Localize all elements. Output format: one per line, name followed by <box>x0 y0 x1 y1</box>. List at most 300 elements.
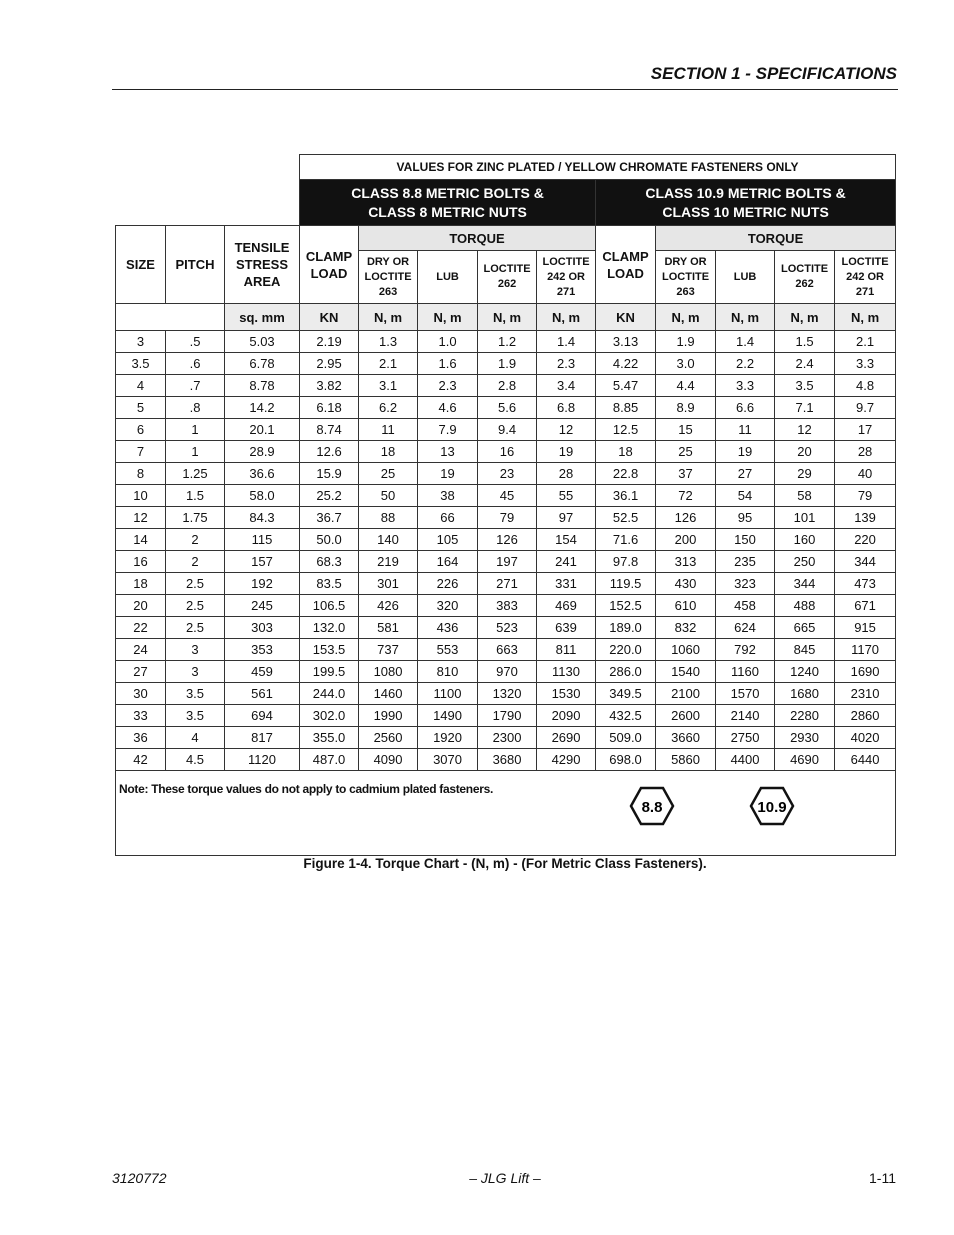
table-row <box>116 749 896 771</box>
table-cell: 25.2 <box>300 485 359 507</box>
table-cell: 1.5 <box>166 485 225 507</box>
table-cell: 301 <box>359 573 418 595</box>
class-109-hex-icon <box>749 786 795 826</box>
table-cell: .5 <box>166 331 225 353</box>
table-cell: 235 <box>716 551 775 573</box>
table-cell: 286.0 <box>596 661 656 683</box>
table-row <box>116 595 896 617</box>
table-cell: 20 <box>775 441 835 463</box>
table-cell: 12.5 <box>596 419 656 441</box>
table-cell: .7 <box>166 375 225 397</box>
table-row <box>116 485 896 507</box>
table-cell: 473 <box>835 573 896 595</box>
table-cell: 72 <box>656 485 716 507</box>
section-title: SECTION 1 - SPECIFICATIONS <box>650 64 897 83</box>
table-cell: 353 <box>225 639 300 661</box>
table-cell: 27 <box>116 661 166 683</box>
table-cell: 458 <box>716 595 775 617</box>
table-cell: 219 <box>359 551 418 573</box>
table-row <box>116 463 896 485</box>
unit-cell: N, m <box>775 304 835 331</box>
table-cell: 160 <box>775 529 835 551</box>
table-cell: 126 <box>478 529 537 551</box>
table-cell: 2.2 <box>716 353 775 375</box>
table-cell: 1130 <box>537 661 596 683</box>
table-cell: 832 <box>656 617 716 639</box>
table-cell: 639 <box>537 617 596 639</box>
table-cell: 199.5 <box>300 661 359 683</box>
torque-table-body <box>116 331 896 771</box>
table-cell: 1120 <box>225 749 300 771</box>
col-dry-109: DRY OR LOCTITE 263 <box>656 251 716 304</box>
table-cell: 3.3 <box>716 375 775 397</box>
table-cell: 52.5 <box>596 507 656 529</box>
note-area <box>116 771 896 856</box>
table-cell: 18 <box>359 441 418 463</box>
table-cell: 42 <box>116 749 166 771</box>
table-cell: 157 <box>225 551 300 573</box>
table-cell: 488 <box>775 595 835 617</box>
table-cell: 4.6 <box>418 397 478 419</box>
table-cell: 200 <box>656 529 716 551</box>
table-cell: 355.0 <box>300 727 359 749</box>
table-top-header: VALUES FOR ZINC PLATED / YELLOW CHROMATE FASTENERS ONLY <box>300 155 896 180</box>
table-cell: 19 <box>716 441 775 463</box>
table-cell: 553 <box>418 639 478 661</box>
table-cell: 2.5 <box>166 573 225 595</box>
table-cell: 6.78 <box>225 353 300 375</box>
table-cell: 3.13 <box>596 331 656 353</box>
table-cell: 36.6 <box>225 463 300 485</box>
table-cell: 58.0 <box>225 485 300 507</box>
table-cell: 426 <box>359 595 418 617</box>
table-cell: 509.0 <box>596 727 656 749</box>
table-cell: 4.22 <box>596 353 656 375</box>
table-cell: 220 <box>835 529 896 551</box>
table-cell: 54 <box>716 485 775 507</box>
table-cell: 810 <box>418 661 478 683</box>
table-cell: 4 <box>166 727 225 749</box>
table-cell: 469 <box>537 595 596 617</box>
table-cell: 383 <box>478 595 537 617</box>
table-cell: 12 <box>775 419 835 441</box>
table-cell: 6.18 <box>300 397 359 419</box>
footer-doc-number: 3120772 <box>112 1170 167 1186</box>
table-cell: 1170 <box>835 639 896 661</box>
col-clamp-load-88: CLAMP LOAD <box>300 226 359 304</box>
table-cell: 811 <box>537 639 596 661</box>
table-row <box>116 617 896 639</box>
table-cell: 1990 <box>359 705 418 727</box>
table-cell: 5 <box>116 397 166 419</box>
table-cell: 344 <box>835 551 896 573</box>
col-lub-88: LUB <box>418 251 478 304</box>
table-cell: 3.0 <box>656 353 716 375</box>
table-cell: 1100 <box>418 683 478 705</box>
table-cell: 698.0 <box>596 749 656 771</box>
table-cell: 164 <box>418 551 478 573</box>
table-cell: 11 <box>359 419 418 441</box>
table-cell: 523 <box>478 617 537 639</box>
table-cell: 3 <box>166 661 225 683</box>
footer-publisher: – JLG Lift – <box>469 1170 541 1186</box>
table-cell: 6.2 <box>359 397 418 419</box>
table-cell: 1080 <box>359 661 418 683</box>
table-cell: 197 <box>478 551 537 573</box>
table-cell: 16 <box>116 551 166 573</box>
unit-cell: N, m <box>835 304 896 331</box>
table-cell: 3.5 <box>166 683 225 705</box>
table-cell: 1920 <box>418 727 478 749</box>
table-cell: 19 <box>537 441 596 463</box>
table-cell: 1.4 <box>716 331 775 353</box>
table-cell: 2.19 <box>300 331 359 353</box>
table-cell: 241 <box>537 551 596 573</box>
table-cell: .8 <box>166 397 225 419</box>
table-cell: 1690 <box>835 661 896 683</box>
table-cell: 38 <box>418 485 478 507</box>
table-cell: 4.4 <box>656 375 716 397</box>
table-cell: 430 <box>656 573 716 595</box>
table-cell: 2.5 <box>166 595 225 617</box>
table-cell: 2.3 <box>418 375 478 397</box>
table-cell: 1790 <box>478 705 537 727</box>
table-cell: 20 <box>116 595 166 617</box>
table-row <box>116 419 896 441</box>
torque-header-88: TORQUE <box>359 226 596 251</box>
table-cell: .6 <box>166 353 225 375</box>
col-loctite242-88: LOCTITE 242 OR 271 <box>537 251 596 304</box>
table-cell: 29 <box>775 463 835 485</box>
unit-cell: N, m <box>418 304 478 331</box>
table-cell: 4.8 <box>835 375 896 397</box>
table-cell: 3.1 <box>359 375 418 397</box>
unit-cell: sq. mm <box>225 304 300 331</box>
table-cell: 15 <box>656 419 716 441</box>
col-dry-88: DRY OR LOCTITE 263 <box>359 251 418 304</box>
col-tensile-stress-area: TENSILE STRESS AREA <box>225 226 300 304</box>
table-cell: 1.4 <box>537 331 596 353</box>
table-cell: 1240 <box>775 661 835 683</box>
table-cell: 3070 <box>418 749 478 771</box>
table-cell: 28 <box>835 441 896 463</box>
col-loctite262-88: LOCTITE 262 <box>478 251 537 304</box>
table-cell: 17 <box>835 419 896 441</box>
table-cell: 9.4 <box>478 419 537 441</box>
table-cell: 436 <box>418 617 478 639</box>
table-cell: 7.9 <box>418 419 478 441</box>
table-cell: 1060 <box>656 639 716 661</box>
table-cell: 302.0 <box>300 705 359 727</box>
table-cell: 2.3 <box>537 353 596 375</box>
table-cell: 1530 <box>537 683 596 705</box>
table-cell: 2280 <box>775 705 835 727</box>
table-cell: 1680 <box>775 683 835 705</box>
table-cell: 106.5 <box>300 595 359 617</box>
table-cell: 331 <box>537 573 596 595</box>
table-cell: 344 <box>775 573 835 595</box>
table-cell: 19 <box>418 463 478 485</box>
table-cell: 671 <box>835 595 896 617</box>
table-cell: 8.85 <box>596 397 656 419</box>
table-cell: 2310 <box>835 683 896 705</box>
table-cell: 2.4 <box>775 353 835 375</box>
unit-cell: N, m <box>537 304 596 331</box>
table-cell: 126 <box>656 507 716 529</box>
badge-109-label: 10.9 <box>757 799 787 816</box>
table-row <box>116 331 896 353</box>
table-row <box>116 529 896 551</box>
footer-page-number: 1-11 <box>869 1170 896 1186</box>
table-cell: 970 <box>478 661 537 683</box>
table-cell: 105 <box>418 529 478 551</box>
table-cell: 7 <box>116 441 166 463</box>
table-cell: 18 <box>596 441 656 463</box>
table-cell: 4090 <box>359 749 418 771</box>
table-cell: 5.03 <box>225 331 300 353</box>
table-cell: 15.9 <box>300 463 359 485</box>
table-cell: 2560 <box>359 727 418 749</box>
col-lub-109: LUB <box>716 251 775 304</box>
table-cell: 13 <box>418 441 478 463</box>
table-cell: 3.3 <box>835 353 896 375</box>
table-cell: 55 <box>537 485 596 507</box>
figure-caption: Figure 1-4. Torque Chart - (N, m) - (For Metric Class Fasteners). <box>303 856 707 871</box>
table-cell: 140 <box>359 529 418 551</box>
table-cell: 4020 <box>835 727 896 749</box>
note-text: Note: These torque values do not apply to cadmium plated fasteners. <box>119 782 493 796</box>
table-row <box>116 375 896 397</box>
table-cell: 27 <box>716 463 775 485</box>
table-cell: 487.0 <box>300 749 359 771</box>
unit-cell: KN <box>300 304 359 331</box>
table-cell: 226 <box>418 573 478 595</box>
table-cell: 581 <box>359 617 418 639</box>
unit-cell: N, m <box>656 304 716 331</box>
table-cell: 432.5 <box>596 705 656 727</box>
table-cell: 694 <box>225 705 300 727</box>
table-cell: 4290 <box>537 749 596 771</box>
table-cell: 150 <box>716 529 775 551</box>
table-cell: 8.74 <box>300 419 359 441</box>
table-cell: 1570 <box>716 683 775 705</box>
table-cell: 12.6 <box>300 441 359 463</box>
table-cell: 153.5 <box>300 639 359 661</box>
table-row <box>116 441 896 463</box>
table-cell: 5860 <box>656 749 716 771</box>
table-cell: 1.9 <box>478 353 537 375</box>
table-cell: 3.82 <box>300 375 359 397</box>
table-cell: 192 <box>225 573 300 595</box>
table-cell: 1.3 <box>359 331 418 353</box>
torque-header-109: TORQUE <box>656 226 896 251</box>
table-cell: 14 <box>116 529 166 551</box>
table-cell: 2090 <box>537 705 596 727</box>
table-cell: 6.8 <box>537 397 596 419</box>
table-row <box>116 705 896 727</box>
table-cell: 2.1 <box>835 331 896 353</box>
table-cell: 3.5 <box>775 375 835 397</box>
table-cell: 2930 <box>775 727 835 749</box>
table-cell: 97 <box>537 507 596 529</box>
table-cell: 2750 <box>716 727 775 749</box>
table-cell: 349.5 <box>596 683 656 705</box>
table-cell: 3 <box>116 331 166 353</box>
table-cell: 2 <box>166 551 225 573</box>
table-cell: 33 <box>116 705 166 727</box>
table-cell: 22.8 <box>596 463 656 485</box>
table-cell: 4 <box>116 375 166 397</box>
table-cell: 624 <box>716 617 775 639</box>
table-cell: 1.0 <box>418 331 478 353</box>
table-cell: 10 <box>116 485 166 507</box>
table-cell: 79 <box>478 507 537 529</box>
table-cell: 11 <box>716 419 775 441</box>
table-cell: 24 <box>116 639 166 661</box>
table-cell: 313 <box>656 551 716 573</box>
table-cell: 220.0 <box>596 639 656 661</box>
table-cell: 1490 <box>418 705 478 727</box>
table-cell: 50.0 <box>300 529 359 551</box>
table-cell: 132.0 <box>300 617 359 639</box>
table-row <box>116 353 896 375</box>
class-109-header: CLASS 10.9 METRIC BOLTS & CLASS 10 METRIC NUTS <box>596 180 896 226</box>
table-cell: 25 <box>359 463 418 485</box>
table-cell: 189.0 <box>596 617 656 639</box>
table-cell: 36.7 <box>300 507 359 529</box>
table-cell: 84.3 <box>225 507 300 529</box>
table-cell: 3.5 <box>166 705 225 727</box>
table-cell: 23 <box>478 463 537 485</box>
table-cell: 817 <box>225 727 300 749</box>
table-row <box>116 727 896 749</box>
table-cell: 2.95 <box>300 353 359 375</box>
class-88-hex-icon <box>629 786 675 826</box>
table-cell: 459 <box>225 661 300 683</box>
table-cell: 2.8 <box>478 375 537 397</box>
table-cell: 320 <box>418 595 478 617</box>
table-cell: 2300 <box>478 727 537 749</box>
table-cell: 1.9 <box>656 331 716 353</box>
table-cell: 12 <box>537 419 596 441</box>
table-cell: 115 <box>225 529 300 551</box>
table-cell: 50 <box>359 485 418 507</box>
table-cell: 2600 <box>656 705 716 727</box>
table-row <box>116 507 896 529</box>
table-cell: 5.6 <box>478 397 537 419</box>
table-cell: 1320 <box>478 683 537 705</box>
table-cell: 2690 <box>537 727 596 749</box>
table-cell: 97.8 <box>596 551 656 573</box>
table-cell: 1.25 <box>166 463 225 485</box>
table-cell: 58 <box>775 485 835 507</box>
table-cell: 665 <box>775 617 835 639</box>
table-row <box>116 639 896 661</box>
col-pitch: PITCH <box>166 226 225 304</box>
table-cell: 1.6 <box>418 353 478 375</box>
table-cell: 28 <box>537 463 596 485</box>
table-cell: 1 <box>166 441 225 463</box>
table-cell: 663 <box>478 639 537 661</box>
table-cell: 16 <box>478 441 537 463</box>
header-rule <box>112 89 898 90</box>
table-cell: 2 <box>166 529 225 551</box>
table-cell: 119.5 <box>596 573 656 595</box>
table-cell: 154 <box>537 529 596 551</box>
table-cell: 6440 <box>835 749 896 771</box>
table-cell: 4690 <box>775 749 835 771</box>
table-cell: 5.47 <box>596 375 656 397</box>
table-cell: 139 <box>835 507 896 529</box>
table-cell: 12 <box>116 507 166 529</box>
table-cell: 915 <box>835 617 896 639</box>
table-cell: 71.6 <box>596 529 656 551</box>
table-cell: 845 <box>775 639 835 661</box>
table-cell: 8 <box>116 463 166 485</box>
table-cell: 3 <box>166 639 225 661</box>
table-cell: 1.75 <box>166 507 225 529</box>
table-cell: 3680 <box>478 749 537 771</box>
table-row <box>116 573 896 595</box>
table-cell: 152.5 <box>596 595 656 617</box>
unit-cell: KN <box>596 304 656 331</box>
table-cell: 1.2 <box>478 331 537 353</box>
table-cell: 4400 <box>716 749 775 771</box>
table-cell: 37 <box>656 463 716 485</box>
table-row <box>116 551 896 573</box>
unit-cell: N, m <box>359 304 418 331</box>
table-cell: 28.9 <box>225 441 300 463</box>
table-cell: 561 <box>225 683 300 705</box>
table-cell: 2100 <box>656 683 716 705</box>
table-cell: 2.1 <box>359 353 418 375</box>
table-cell: 79 <box>835 485 896 507</box>
table-cell: 83.5 <box>300 573 359 595</box>
table-cell: 7.1 <box>775 397 835 419</box>
table-cell: 9.7 <box>835 397 896 419</box>
table-cell: 610 <box>656 595 716 617</box>
table-cell: 737 <box>359 639 418 661</box>
badge-88-label: 8.8 <box>641 799 663 816</box>
table-row <box>116 683 896 705</box>
table-cell: 30 <box>116 683 166 705</box>
table-cell: 14.2 <box>225 397 300 419</box>
table-cell: 245 <box>225 595 300 617</box>
table-row <box>116 661 896 683</box>
table-cell: 271 <box>478 573 537 595</box>
table-cell: 1540 <box>656 661 716 683</box>
table-cell: 2140 <box>716 705 775 727</box>
table-cell: 25 <box>656 441 716 463</box>
table-cell: 3.5 <box>116 353 166 375</box>
table-cell: 244.0 <box>300 683 359 705</box>
units-row <box>116 304 896 331</box>
unit-cell: N, m <box>716 304 775 331</box>
class-88-header: CLASS 8.8 METRIC BOLTS & CLASS 8 METRIC NUTS <box>300 180 596 226</box>
table-cell: 36.1 <box>596 485 656 507</box>
col-clamp-load-109: CLAMP LOAD <box>596 226 656 304</box>
torque-table <box>115 154 896 856</box>
table-cell: 101 <box>775 507 835 529</box>
table-cell: 95 <box>716 507 775 529</box>
table-cell: 88 <box>359 507 418 529</box>
table-cell: 36 <box>116 727 166 749</box>
table-cell: 3.4 <box>537 375 596 397</box>
unit-cell: N, m <box>478 304 537 331</box>
col-loctite262-109: LOCTITE 262 <box>775 251 835 304</box>
table-cell: 4.5 <box>166 749 225 771</box>
table-cell: 1.5 <box>775 331 835 353</box>
